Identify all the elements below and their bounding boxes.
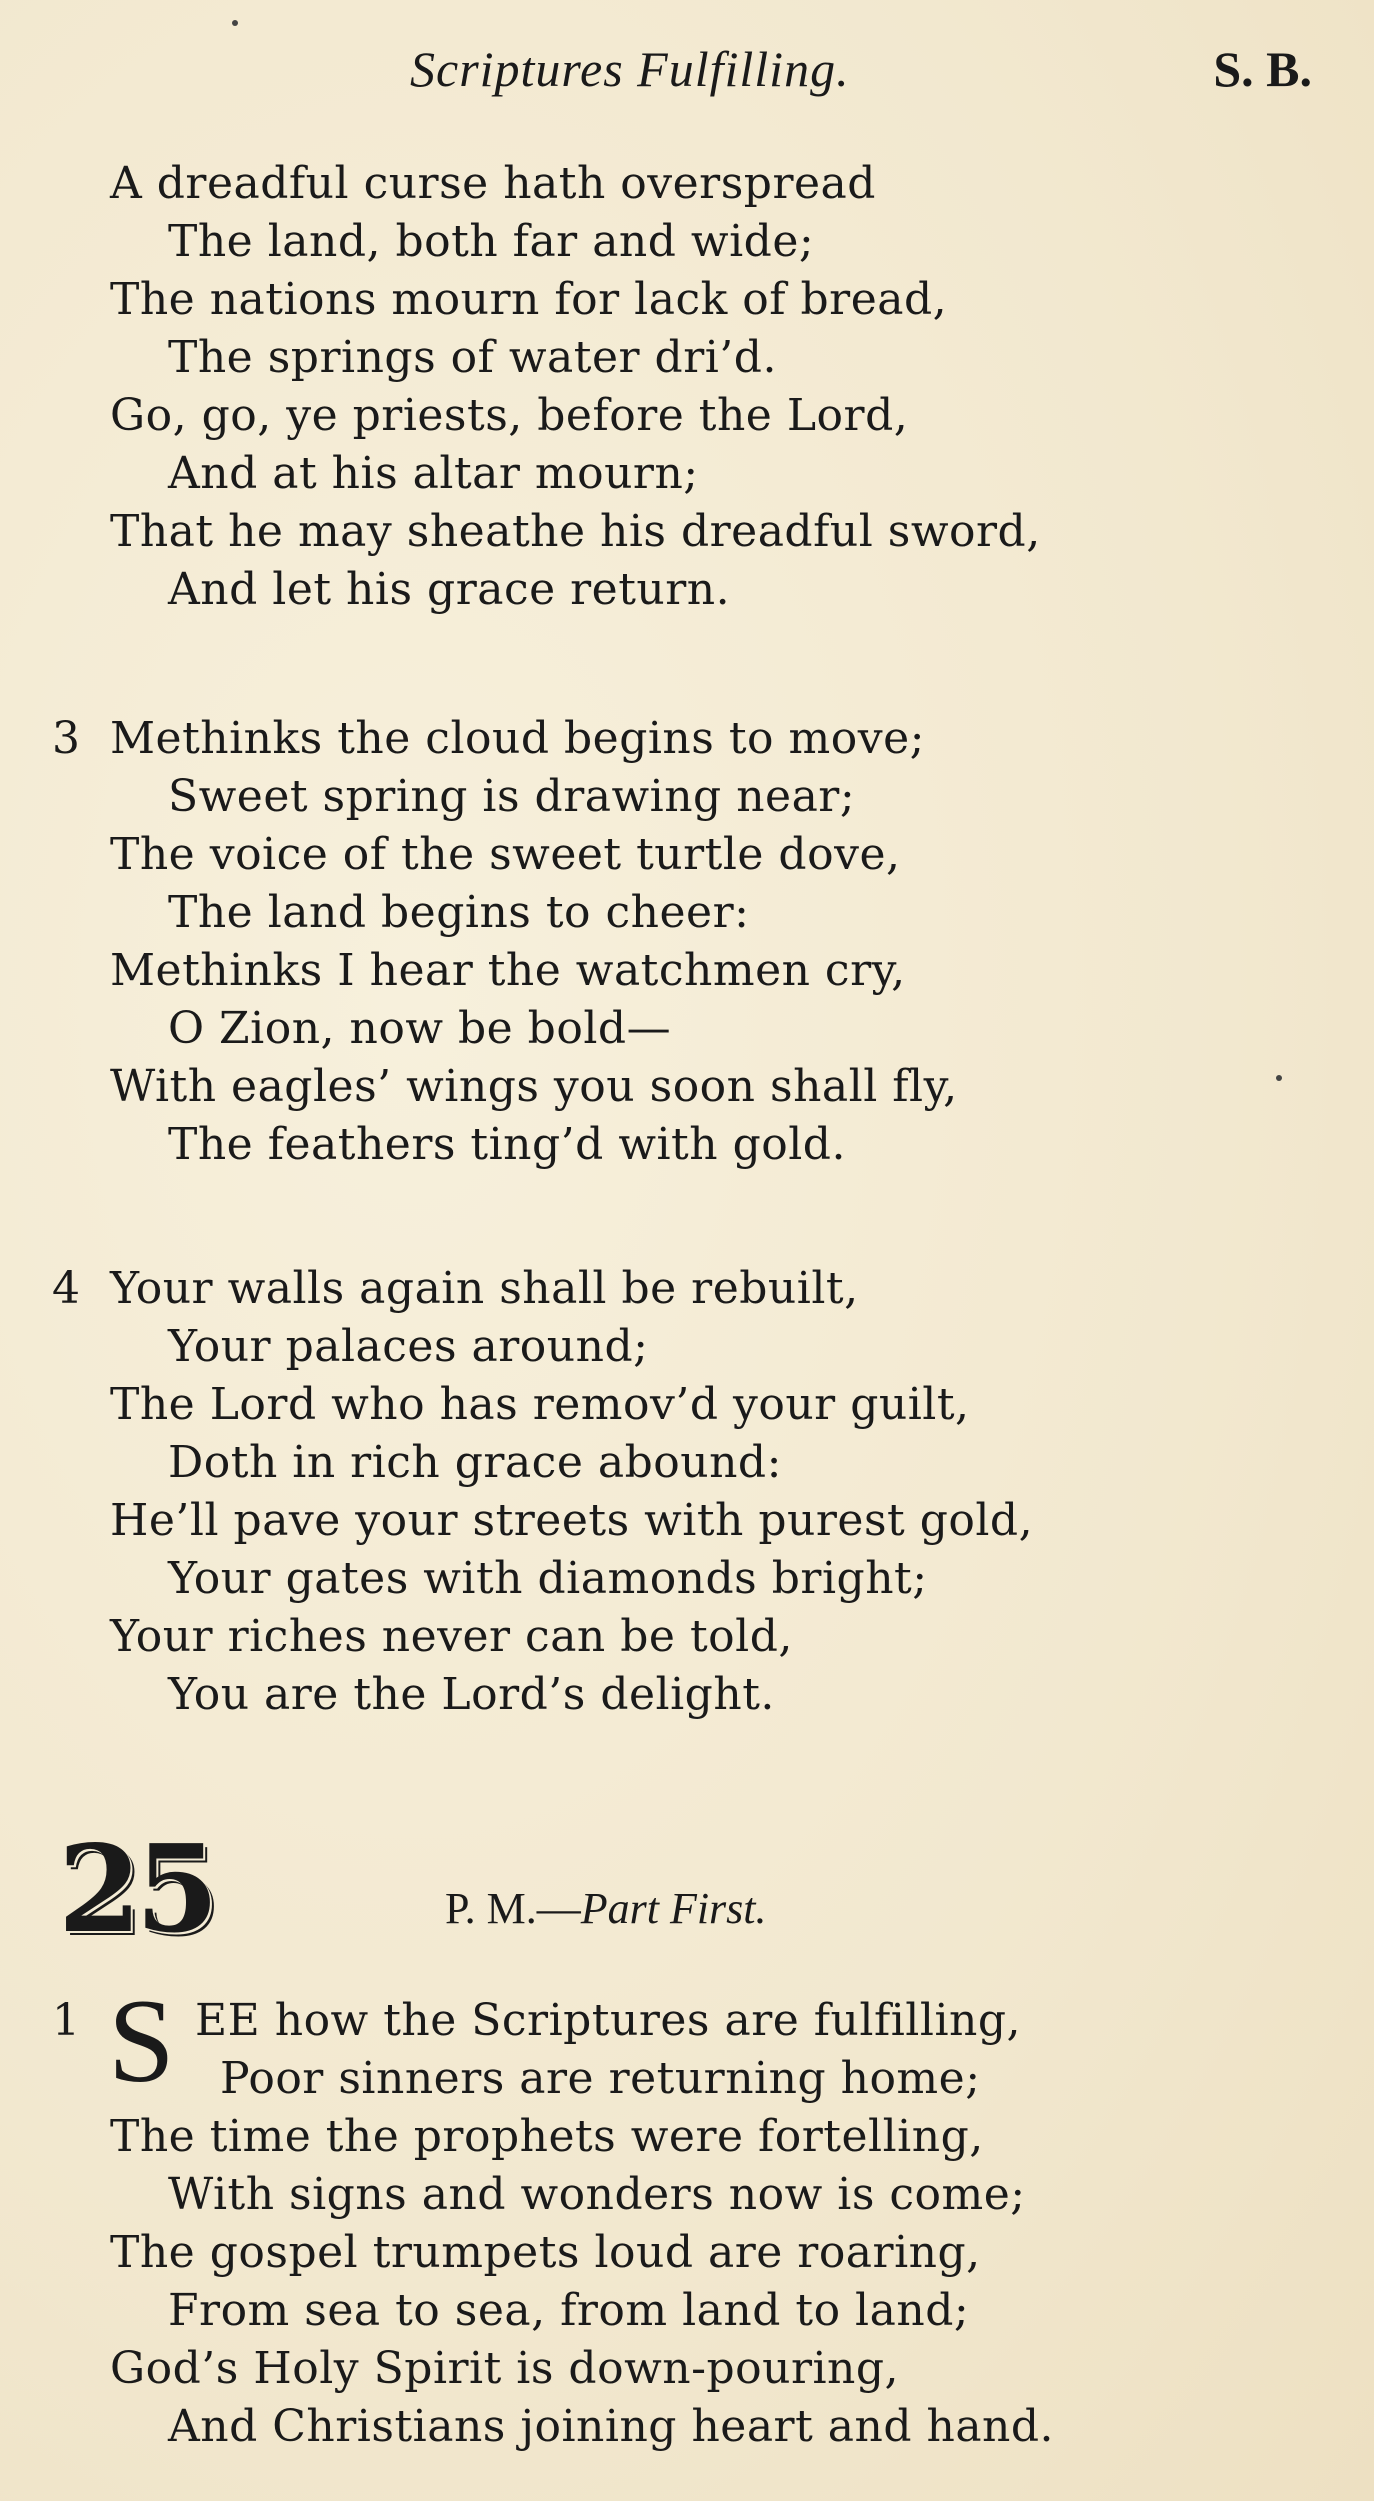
verse-line: O Zion, now be bold— <box>168 1003 672 1054</box>
verse-line: EE how the Scriptures are fulfilling, <box>195 1995 1022 2046</box>
stanza-number: 3 <box>52 713 80 764</box>
verse-line: You are the Lord’s delight. <box>168 1669 775 1720</box>
verse-line: With eagles’ wings you soon shall fly, <box>110 1061 958 1112</box>
verse-line: The Lord who has remov’d your guilt, <box>110 1379 970 1430</box>
verse-line: Your riches never can be told, <box>110 1611 793 1662</box>
verse-line: With signs and wonders now is come; <box>168 2169 1026 2220</box>
page-header <box>0 40 1374 110</box>
verse-line: Methinks the cloud begins to move; <box>110 713 925 764</box>
verse-line: Your gates with diamonds bright; <box>168 1553 928 1604</box>
stanza-number: 4 <box>52 1263 80 1314</box>
verse-line: And Christians joining heart and hand. <box>168 2401 1055 2452</box>
hymn-meter <box>445 1880 767 1938</box>
verse-line: From sea to sea, from land to land; <box>168 2285 970 2336</box>
hymn-number: 25 <box>58 1819 213 1960</box>
verse-line: Your walls again shall be rebuilt, <box>110 1263 859 1314</box>
part-label: Part First. <box>580 1884 767 1933</box>
verse-line: That he may sheathe his dreadful sword, <box>110 506 1041 557</box>
verse-line: And at his altar mourn; <box>168 448 699 499</box>
verse-line: A dreadful curse hath overspread <box>110 158 876 209</box>
verse-line: Go, go, ye priests, before the Lord, <box>110 390 909 441</box>
verse-line: The springs of water dri’d. <box>168 332 777 383</box>
signature-mark: S. B. <box>1213 41 1312 97</box>
verse-line: Poor sinners are returning home; <box>220 2053 981 2104</box>
verse-line: The land, both far and wide; <box>168 216 815 267</box>
ink-speck <box>1276 1075 1282 1081</box>
verse-line: Methinks I hear the watchmen cry, <box>110 945 906 996</box>
meter-label: P. M.— <box>445 1884 581 1933</box>
drop-cap: S <box>108 1974 175 2107</box>
stanza-number: 1 <box>52 1995 80 2046</box>
verse-line: The time the prophets were fortelling, <box>110 2111 984 2162</box>
verse-line: Your palaces around; <box>168 1321 649 1372</box>
verse-line: Sweet spring is drawing near; <box>168 771 856 822</box>
verse-line: The voice of the sweet turtle dove, <box>110 829 901 880</box>
verse-line: And let his grace return. <box>168 564 731 615</box>
verse-line: The gospel trumpets loud are roaring, <box>110 2227 981 2278</box>
verse-line: The nations mourn for lack of bread, <box>110 274 948 325</box>
verse-line: God’s Holy Spirit is down-pouring, <box>110 2343 900 2394</box>
verse-line: He’ll pave your streets with purest gold, <box>110 1495 1034 1546</box>
ink-speck <box>232 20 238 26</box>
verse-line: The land begins to cheer: <box>168 887 750 938</box>
running-title: Scriptures Fulfilling. <box>410 41 850 97</box>
verse-line: The feathers ting’d with gold. <box>168 1119 846 1170</box>
verse-line: Doth in rich grace abound: <box>168 1437 782 1488</box>
